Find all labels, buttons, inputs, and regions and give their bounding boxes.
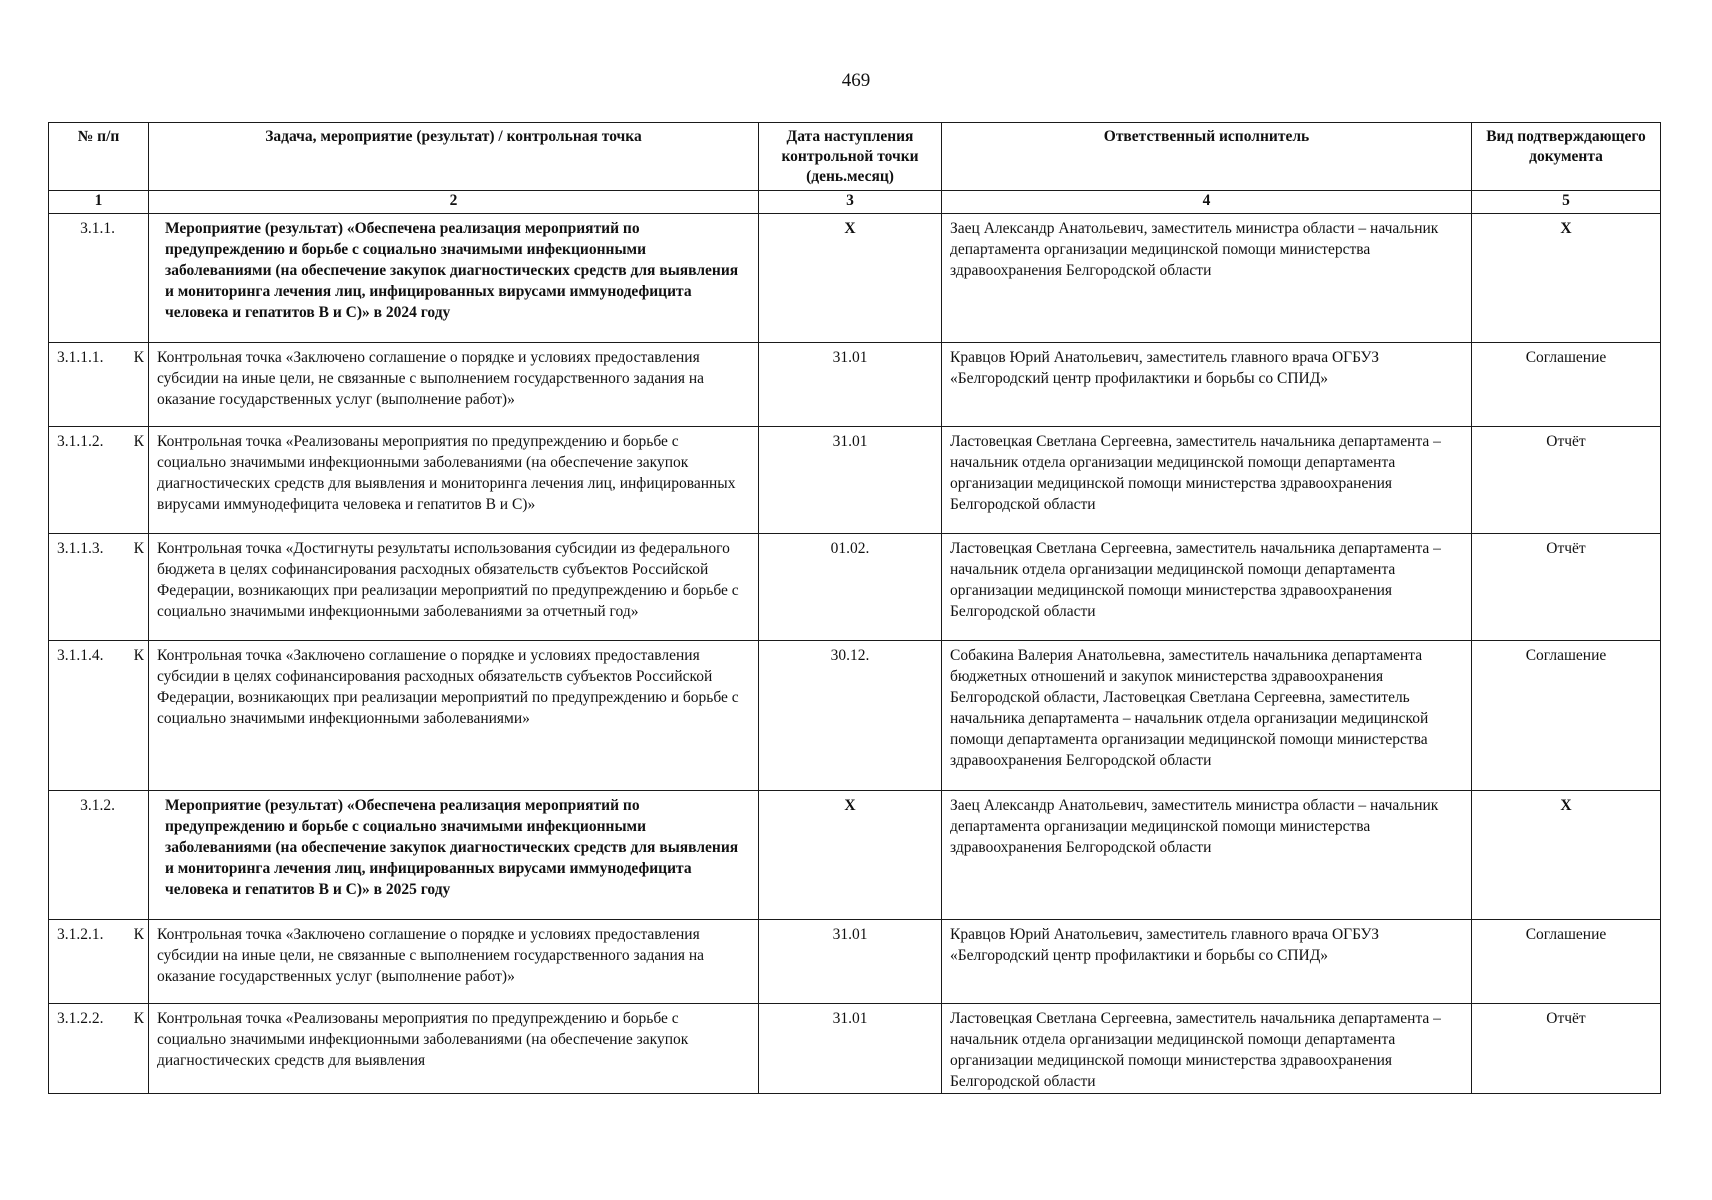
- row-responsible: Заец Александр Анатольевич, заместитель министра области – начальник департамента организации медицинской помощи министерства здравоохранения Белгородской области: [942, 791, 1472, 920]
- row-number: [49, 791, 149, 920]
- header-date: Дата наступления контрольной точки (день.месяц): [759, 123, 942, 191]
- row-date: X: [759, 791, 942, 920]
- row-number-text: 3.1.1.1.: [57, 349, 104, 366]
- table-row: [49, 1004, 1661, 1094]
- row-task: Мероприятие (результат) «Обеспечена реализация мероприятий по предупреждению и борьбе с социально значимыми инфекционными заболеваниями (на обеспечение закупок диагностических средств для выявления и мониторинга лечения лиц, инфицированных вирусами иммунодефицита человека и гепатитов B и C)» в 2024 году: [149, 214, 759, 343]
- row-responsible: Кравцов Юрий Анатольевич, заместитель главного врача ОГБУЗ «Белгородский центр профилактики и борьбы со СПИД»: [942, 920, 1472, 1004]
- table-row: [49, 343, 1661, 427]
- row-responsible: Ластовецкая Светлана Сергеевна, заместитель начальника департамента – начальник отдела организации медицинской помощи департамента организации медицинской помощи министерства здравоохранения Белгородской области: [942, 534, 1472, 641]
- col-number: 3: [759, 191, 942, 214]
- row-date: 31.01: [759, 427, 942, 534]
- row-task: Контрольная точка «Заключено соглашение о порядке и условиях предоставления субсидии на иные цели, не связанные с выполнением государственного задания на оказание государственных услуг (выполнение работ)»: [149, 920, 759, 1004]
- row-task: Мероприятие (результат) «Обеспечена реализация мероприятий по предупреждению и борьбе с социально значимыми инфекционными заболеваниями (на обеспечение закупок диагностических средств для выявления и мониторинга лечения лиц, инфицированных вирусами иммунодефицита человека и гепатитов B и C)» в 2025 году: [149, 791, 759, 920]
- row-doc-type: X: [1472, 791, 1661, 920]
- row-doc-type: Соглашение: [1472, 920, 1661, 1004]
- row-number-text: 3.1.2.: [80, 797, 115, 814]
- col-number: 4: [942, 191, 1472, 214]
- checkpoint-marker: К: [133, 349, 144, 366]
- row-doc-type: Отчёт: [1472, 534, 1661, 641]
- row-number-text: 3.1.1.2.: [57, 433, 104, 450]
- table-row: [49, 791, 1661, 920]
- table-row: [49, 641, 1661, 791]
- col-number: 2: [149, 191, 759, 214]
- row-number: [49, 343, 149, 427]
- row-doc-type: Соглашение: [1472, 343, 1661, 427]
- row-doc-type: Отчёт: [1472, 1004, 1661, 1094]
- row-number-text: 3.1.1.: [80, 220, 115, 237]
- row-date: 31.01: [759, 1004, 942, 1094]
- row-task: Контрольная точка «Реализованы мероприятия по предупреждению и борьбе с социально значимыми инфекционными заболеваниями (на обеспечение закупок диагностических средств для выявления: [149, 1004, 759, 1094]
- row-number: [49, 920, 149, 1004]
- header-num: № п/п: [49, 123, 149, 191]
- row-number: [49, 534, 149, 641]
- table-row: [49, 214, 1661, 343]
- checkpoint-marker: К: [133, 433, 144, 450]
- page-number: 469: [841, 70, 871, 91]
- row-responsible: Заец Александр Анатольевич, заместитель министра области – начальник департамента организации медицинской помощи министерства здравоохранения Белгородской области: [942, 214, 1472, 343]
- row-date: X: [759, 214, 942, 343]
- checkpoint-marker: К: [133, 926, 144, 943]
- row-number: [49, 641, 149, 791]
- col-number: 5: [1472, 191, 1661, 214]
- row-number-text: 3.1.2.1.: [57, 926, 104, 943]
- checkpoint-marker: К: [133, 540, 144, 557]
- measures-table: [48, 122, 1661, 1094]
- row-doc-type: Соглашение: [1472, 641, 1661, 791]
- row-date: 31.01: [759, 343, 942, 427]
- row-responsible: Собакина Валерия Анатольевна, заместитель начальника департамента бюджетных отношений и закупок министерства здравоохранения Белгородской области, Ластовецкая Светлана Сергеевна, заместитель начальника департамента – начальник отдела организации медицинской помощи департамента организации медицинской помощи министерства здравоохранения Белгородской области: [942, 641, 1472, 791]
- row-date: 30.12.: [759, 641, 942, 791]
- header-responsible: Ответственный исполнитель: [942, 123, 1472, 191]
- row-number-text: 3.1.2.2.: [57, 1010, 104, 1027]
- checkpoint-marker: К: [133, 1010, 144, 1027]
- column-numbers-row: [49, 191, 1661, 214]
- header-task: Задача, мероприятие (результат) / контрольная точка: [149, 123, 759, 191]
- table-row: [49, 920, 1661, 1004]
- row-task: Контрольная точка «Достигнуты результаты использования субсидии из федерального бюджета в целях софинансирования расходных обязательств субъектов Российской Федерации, возникающих при реализации мероприятий по предупреждению и борьбе с социально значимыми инфекционными заболеваниями за отчетный год»: [149, 534, 759, 641]
- row-task: Контрольная точка «Заключено соглашение о порядке и условиях предоставления субсидии на иные цели, не связанные с выполнением государственного задания на оказание государственных услуг (выполнение работ)»: [149, 343, 759, 427]
- table-row: [49, 427, 1661, 534]
- row-task: Контрольная точка «Реализованы мероприятия по предупреждению и борьбе с социально значимыми инфекционными заболеваниями (на обеспечение закупок диагностических средств для выявления и мониторинга лечения лиц, инфицированных вирусами иммунодефицита человека и гепатитов B и C)»: [149, 427, 759, 534]
- row-number: [49, 427, 149, 534]
- header-doc-type: Вид подтверждающего документа: [1472, 123, 1661, 191]
- row-number: [49, 214, 149, 343]
- header-row: [49, 123, 1661, 191]
- row-date: 31.01: [759, 920, 942, 1004]
- row-responsible: Кравцов Юрий Анатольевич, заместитель главного врача ОГБУЗ «Белгородский центр профилактики и борьбы со СПИД»: [942, 343, 1472, 427]
- row-doc-type: X: [1472, 214, 1661, 343]
- row-number-text: 3.1.1.3.: [57, 540, 104, 557]
- row-responsible: Ластовецкая Светлана Сергеевна, заместитель начальника департамента – начальник отдела организации медицинской помощи департамента организации медицинской помощи министерства здравоохранения Белгородской области: [942, 1004, 1472, 1094]
- row-number-text: 3.1.1.4.: [57, 647, 104, 664]
- row-task: Контрольная точка «Заключено соглашение о порядке и условиях предоставления субсидии в целях софинансирования расходных обязательств субъектов Российской Федерации, возникающих при реализации мероприятий по предупреждению и борьбе с социально значимыми инфекционными заболеваниями»: [149, 641, 759, 791]
- col-number: 1: [49, 191, 149, 214]
- checkpoint-marker: К: [133, 647, 144, 664]
- row-responsible: Ластовецкая Светлана Сергеевна, заместитель начальника департамента – начальник отдела организации медицинской помощи департамента организации медицинской помощи министерства здравоохранения Белгородской области: [942, 427, 1472, 534]
- row-doc-type: Отчёт: [1472, 427, 1661, 534]
- row-number: [49, 1004, 149, 1094]
- row-date: 01.02.: [759, 534, 942, 641]
- table-row: [49, 534, 1661, 641]
